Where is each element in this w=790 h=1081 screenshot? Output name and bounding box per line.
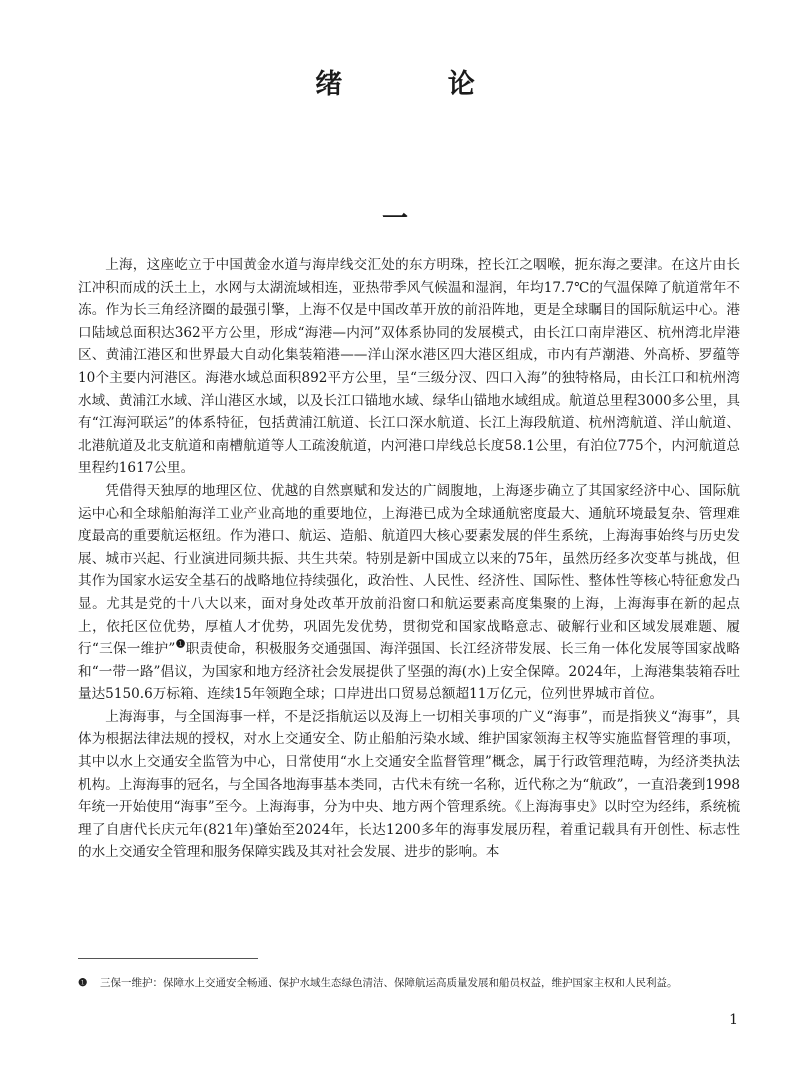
body-text [78,254,740,864]
paragraph: 上海，这座屹立于中国黄金水道与海岸线交汇处的东方明珠，控长江之咽喉，扼东海之要津。在这片由长江冲积而成的沃土上，水网与太湖流域相连，亚热带季风气候温和湿润，年均17.7℃的气温保障了航道常年不冻。作为长三角经济圈的最强引擎，上海不仅是中国改革开放的前沿阵地，更是全球瞩目的国际航运中心。港口陆域总面积达362平方公里，形成“海港—内河”双体系协同的发展模式，由长江口南岸港区、杭州湾北岸港区、黄浦江港区和世界最大自动化集装箱港——洋山深水港区四大港区组成，市内有芦潮港、外高桥、罗蕴等10个主要内河港区。海港水域总面积892平方公里，呈“三级分汊、四口入海”的独特格局，由长江口和杭州湾水域、黄浦江水域、洋山港区水域，以及长江口锚地水域、绿华山锚地水域组成。航道总里程3000多公里，具有“江海河联运”的体系特征，包括黄浦江航道、长江口深水航道、长江上海段航道、杭州湾航道、洋山航道、北港航道及北支航道和南槽航道等人工疏浚航道，内河港口岸线总长度58.1公里，有泊位775个，内河航道总里程约1617公里。 [78,257,740,477]
page-number: 1 [729,1012,738,1028]
paragraph: 上海海事，与全国海事一样，不是泛指航运以及海上一切相关事项的广义“海事”，而是指狭义“海事”，具体为根据法律法规的授权，对水上交通安全、防止船舶污染水域、维护国家领海主权等实施监督管理的事项，其中以水上交通安全监管为中心，日常使用“水上交通安全监督管理”概念，属于行政管理范畴，为经济类执法机构。上海海事的冠名，与全国各地海事基本类同，古代未有统一名称，近代称之为“航政”，一直沿袭到1998年统一开始使用“海事”至今。上海海事，分为中央、地方两个管理系统。《上海海事史》以时空为经纬，系统梳理了自唐代长庆元年(821年)肇始至2024年，长达1200多年的海事发展历程，着重记载具有开创性、标志性的水上交通安全管理和服务保障实践及其对社会发展、进步的影响。本 [78,708,740,861]
footnote [78,975,740,991]
chapter-title: 绪 论 [315,69,523,100]
footnote-text: 三保一维护：保障水上交通安全畅通、保护水域生态绿色清洁、保障航运高质量发展和船员权益，维护国家主权和人民利益。 [100,977,678,989]
paragraph: 凭借得天独厚的地理区位、优越的自然禀赋和发达的广阔腹地，上海逐步确立了其国家经济中心、国际航运中心和全球船舶海洋工业产业高地的重要地位，上海港已成为全球通航密度最大、通航环境最复杂、管理难度最高的重要航运枢纽。作为港口、航运、造船、航道四大核心要素发展的伴生系统，上海海事始终与历史发展、城市兴起、行业演进同频共振、共生共荣。特别是新中国成立以来的75年，虽然历经多次变革与挑战，但其作为国家水运安全基石的战略地位持续强化，政治性、人民性、经济性、国际性、整体性等核心特征愈发凸显。尤其是党的十八大以来，面对身处改革开放前沿窗口和航运要素高度集聚的上海，上海海事在新的起点上，依托区位优势，厚植人才优势，巩固先发优势，贯彻党和国家战略意志、破解行业和区域发展难题、履行“三保一维护”$^❶$职责使命，积极服务交通强国、海洋强国、长江经济带发展、长三角一体化发展等国家战略和“一带一路”倡议，为国家和地方经济社会发展提供了坚强的海(水)上安全保障。2024年，上海港集装箱吞吐量达5150.6万标箱、连续15年领跑全球；口岸进出口贸易总额超11万亿元，位列世界城市首位。 [78,482,740,703]
footnote-mark: ❶ [78,977,88,989]
section-number: 一 [381,204,408,234]
footnote-divider [78,958,258,959]
footnote-reference[interactable]: ❶ [175,637,186,651]
